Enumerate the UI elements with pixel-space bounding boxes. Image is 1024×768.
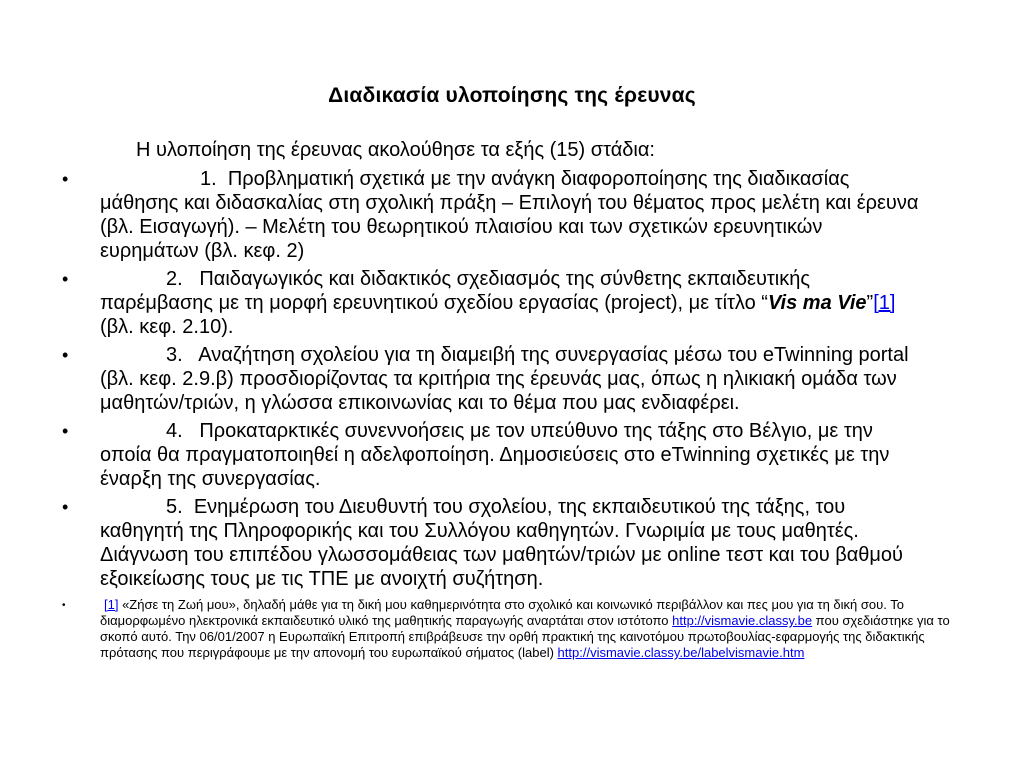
bullet-icon: • bbox=[62, 497, 69, 517]
item-number: 4. bbox=[166, 420, 183, 442]
list-item bbox=[62, 167, 920, 263]
item-text: Ενημέρωση του Διευθυντή του σχολείου, της εκπαιδευτικού της τάξης, του καθηγητή της Πληροφορικής και του Συλλόγου καθηγητών. Γνωριμία με τους μαθητές. Διάγνωση του επιπέδου γλωσσομάθειας των μαθητών/τριών με online τεστ και του βαθμού εξοικείωσης τους με τις ΤΠΕ με ανοιχτή συζήτηση. bbox=[100, 496, 903, 590]
item-number: 3. bbox=[166, 344, 183, 366]
item-text: Προβληματική σχετικά με την ανάγκη διαφοροποίησης της διαδικασίας μάθησης και διδασκαλίας στη σχολική πράξη – Επιλογή του θέματος προς μελέτη και έρευνα (βλ. Εισαγωγή). – Μελέτη του θεωρητικού πλαισίου και των σχετικών ερευνητικών ευρημάτων (βλ. κεφ. 2) bbox=[100, 168, 919, 262]
bullet-icon: • bbox=[62, 421, 69, 441]
bullet-icon: • bbox=[62, 600, 66, 611]
bullet-icon: • bbox=[62, 345, 69, 365]
project-title: Vis ma Vie bbox=[767, 292, 867, 314]
bullet-icon: • bbox=[62, 269, 69, 289]
item-text-after: (βλ. κεφ. 2.10). bbox=[100, 316, 234, 338]
footnote-ref-link[interactable]: [1] bbox=[873, 292, 896, 314]
item-text: Παιδαγωγικός και διδακτικός σχεδιασμός της σύνθετης εκπαιδευτικής παρέμβασης με τη μορφή ερευνητικού σχεδίου εργασίας (project), με τίτλο “ bbox=[100, 268, 811, 314]
footnote bbox=[62, 597, 960, 661]
footnote-text: που σχεδιάστηκε για το σκοπό αυτό. Την 06/01/2007 η Ευρωπαϊκή Επιτροπή επιβράβευσε την ορθή πρακτική της καινοτόμου πρωτοβουλίας-εφαρμογής της διδακτικής πρότασης που περιγράφουμε με την απονομή του ευρωπαϊκού σήματος (label) bbox=[100, 613, 950, 660]
footnote-ref-link[interactable]: [1] bbox=[104, 597, 119, 612]
quote-close: ” bbox=[866, 292, 874, 314]
item-text: Αναζήτηση σχολείου για τη διαμειβή της συνεργασίας μέσω του eTwinning portal (βλ. κεφ. 2.9.β) προσδιορίζοντας τα κριτήρια της έρευνάς μας, όπως η ηλικιακή ομάδα των μαθητών/τριών, η γλώσσα επικοινωνίας και το θέμα που μας ενδιαφέρει. bbox=[100, 344, 909, 414]
vismavie-link[interactable]: http://vismavie.classy.be bbox=[672, 613, 813, 628]
item-number: 5. bbox=[166, 496, 183, 518]
item-number: 1. bbox=[200, 168, 217, 190]
intro-text: Η υλοποίηση της έρευνας ακολούθησε τα εξής (15) στάδια: bbox=[136, 139, 655, 161]
footnote-text: «Ζήσε τη Ζωή μου», δηλαδή μάθε για τη δική μου καθημερινότητα στο σχολικό και κοινωνικό περιβάλλον και πες μου για τη δική σου. Το διαμορφωμένο ηλεκτρονικά εκπαιδευτικό υλικό της μαθητικής παραγωγής αναρτάται στον ιστότοπο bbox=[100, 597, 904, 628]
slide-title: Διαδικασία υλοποίησης της έρευνας bbox=[328, 84, 696, 107]
list-item bbox=[62, 495, 920, 591]
bullet-icon: • bbox=[62, 169, 69, 189]
item-number: 2. bbox=[166, 268, 183, 290]
label-link[interactable]: http://vismavie.classy.be/labelvismavie.htm bbox=[557, 645, 805, 660]
list-item bbox=[62, 343, 920, 415]
list-item bbox=[62, 267, 920, 339]
list-item bbox=[62, 419, 920, 491]
stages-list bbox=[0, 167, 1024, 661]
item-text: Προκαταρκτικές συνεννοήσεις με τον υπεύθυνο της τάξης στο Βέλγιο, με την οποία θα πραγματοποιηθεί η αδελφοποίηση. Δημοσιεύσεις στο eTwinning σχετικές με την έναρξη της συνεργασίας. bbox=[100, 420, 890, 490]
